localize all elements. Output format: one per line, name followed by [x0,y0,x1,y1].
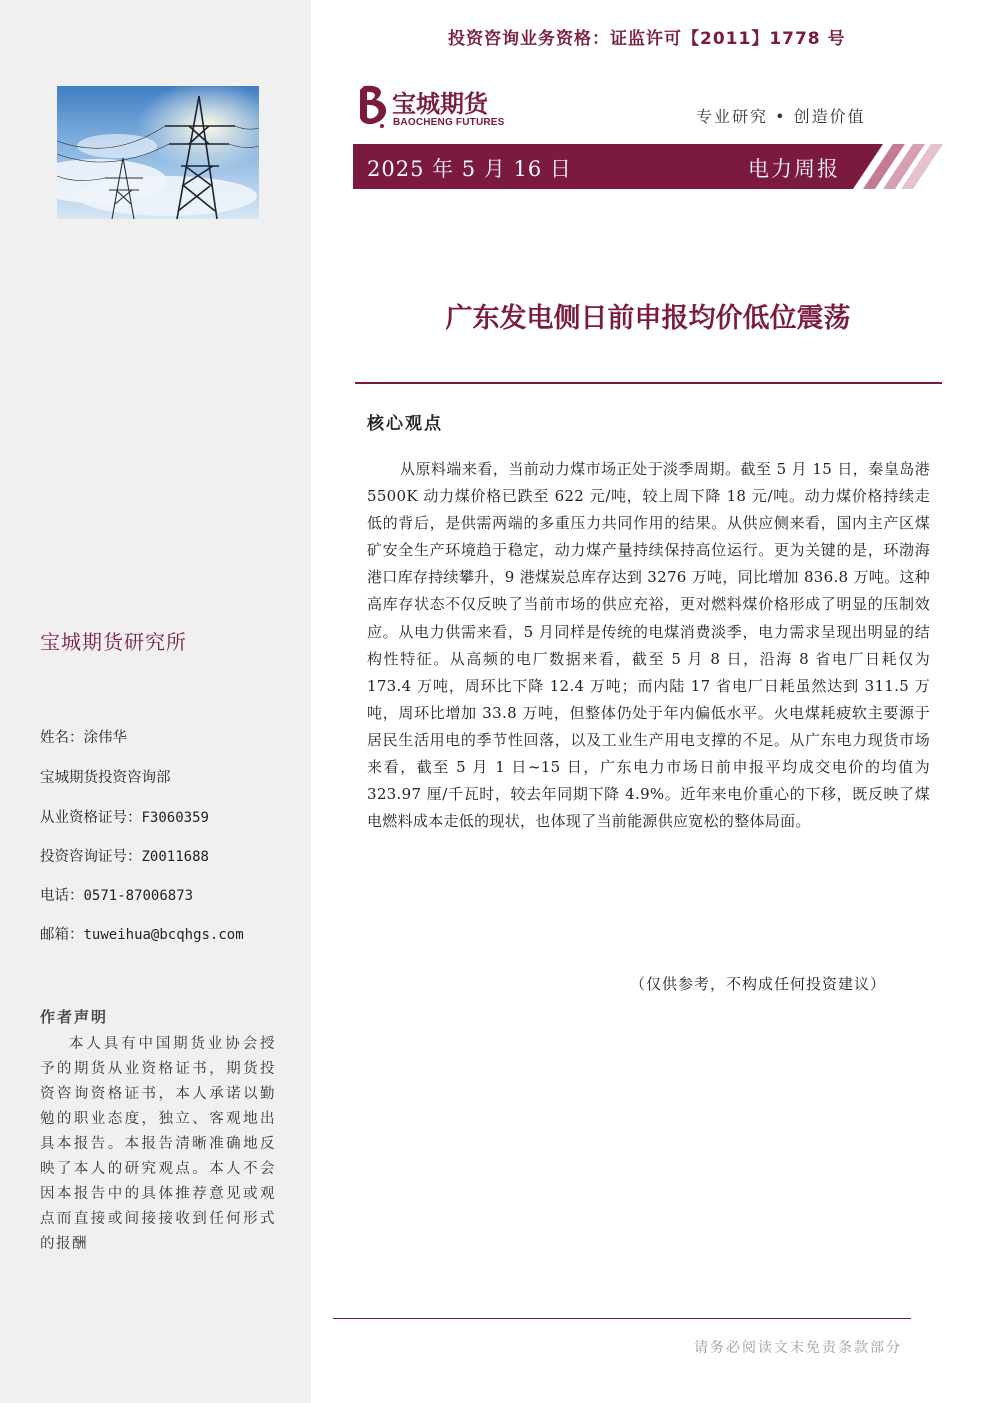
reference-note: （仅供参考，不构成任何投资建议） [630,975,887,993]
company-logo [356,82,526,132]
logo-mark-icon [356,82,390,130]
author-declaration-text: 本人具有中国期货业协会授予的期货从业资格证书，期货投资咨询资格证书，本人承诺以勤勉的职业态度，独立、客观地出具本报告。本报告清晰准确地反映了本人的研究观点。本人不会因本报告中的具体推荐意见或观点而直接或间接接收到任何形式的报酬 [40,1036,276,1252]
core-view-heading: 核心观点 [367,414,443,434]
title-divider [355,382,942,384]
phone-number: 0571-87006873 [83,888,194,904]
email-label: 邮箱： [40,927,84,943]
author-name-line [40,726,127,747]
name-label: 姓名： [40,730,84,746]
logo-english-name: BAOCHENG FUTURES [393,117,505,128]
core-view-body: 从原料端来看，当前动力煤市场正处于淡季周期。截至 5 月 15 日，秦皇岛港 5500K 动力煤价格已跌至 622 元/吨，较上周下降 18 元/吨。动力煤价格持续走低的背后，是供需两端的多重压力共同作用的结果。从供应侧来看，国内主产区煤矿安全生产环境趋于稳定，动力煤产量持续保持高位运行。更为关键的是，环渤海港口库存持续攀升，9 港煤炭总库存达到 3276 万吨，同比增加 836.8 万吨。这种高库存状态不仅反映了当前市场的供应充裕，更对燃料煤价格形成了明显的压制效应。从电力供需来看，5 月同样是传统的电煤消费淡季，电力需求呈现出明显的结构性特征。从高频的电厂数据来看，截至 5 月 8 日，沿海 8 省电厂日耗仅为 173.4 万吨，周环比下降 12.4 万吨；而内陆 17 省电厂日耗虽然达到 311.5 万吨，周环比增加 33.8 万吨，但整体仍处于年内偏低水平。火电煤耗疲软主要源于居民生活用电的季节性回落，以及工业生产用电支撑的不足。从广东电力现货市场来看，截至 5 月 1 日~15 日，广东电力市场日前申报平均成交电价的均值为 323.97 厘/千瓦时，较去年同期下降 4.9%。近年来电价重心的下移，既反映了煤电燃料成本走低的现状，也体现了当前能源供应宽松的整体局面。 [367,460,930,831]
consult-label: 投资咨询证号： [40,849,142,865]
cert-number: F3060359 [141,810,209,826]
report-banner [353,144,943,189]
report-title: 广东发电侧日前申报均价低位震荡 [445,303,851,334]
cert-line [40,806,209,827]
cert-label: 从业资格证号： [40,810,142,826]
slogan: 专业研究 • 创造价值 [696,107,866,126]
logo-chinese-name: 宝城期货 [392,90,488,118]
department: 宝城期货投资咨询部 [40,770,171,786]
footer-divider [333,1318,911,1319]
phone-label: 电话： [40,888,84,904]
email-address[interactable]: tuweihua@bcqhgs.com [83,927,244,943]
report-date: 2025 年 5 月 16 日 [367,157,572,181]
license-line: 投资咨询业务资格：证监许可【2011】1778 号 [448,29,846,49]
author-declaration-title: 作者声明 [40,1008,109,1026]
phone-line [40,884,193,905]
cover-photo-power-towers [57,86,259,219]
report-type: 电力周报 [748,157,840,181]
consult-line [40,845,209,866]
footer-disclaimer: 请务必阅读文末免责条款部分 [694,1340,902,1356]
email-line [40,923,244,944]
sidebar [0,0,311,1403]
institute-name: 宝城期货研究所 [40,630,187,654]
consult-number: Z0011688 [141,849,209,865]
author-name: 涂伟华 [83,730,127,746]
